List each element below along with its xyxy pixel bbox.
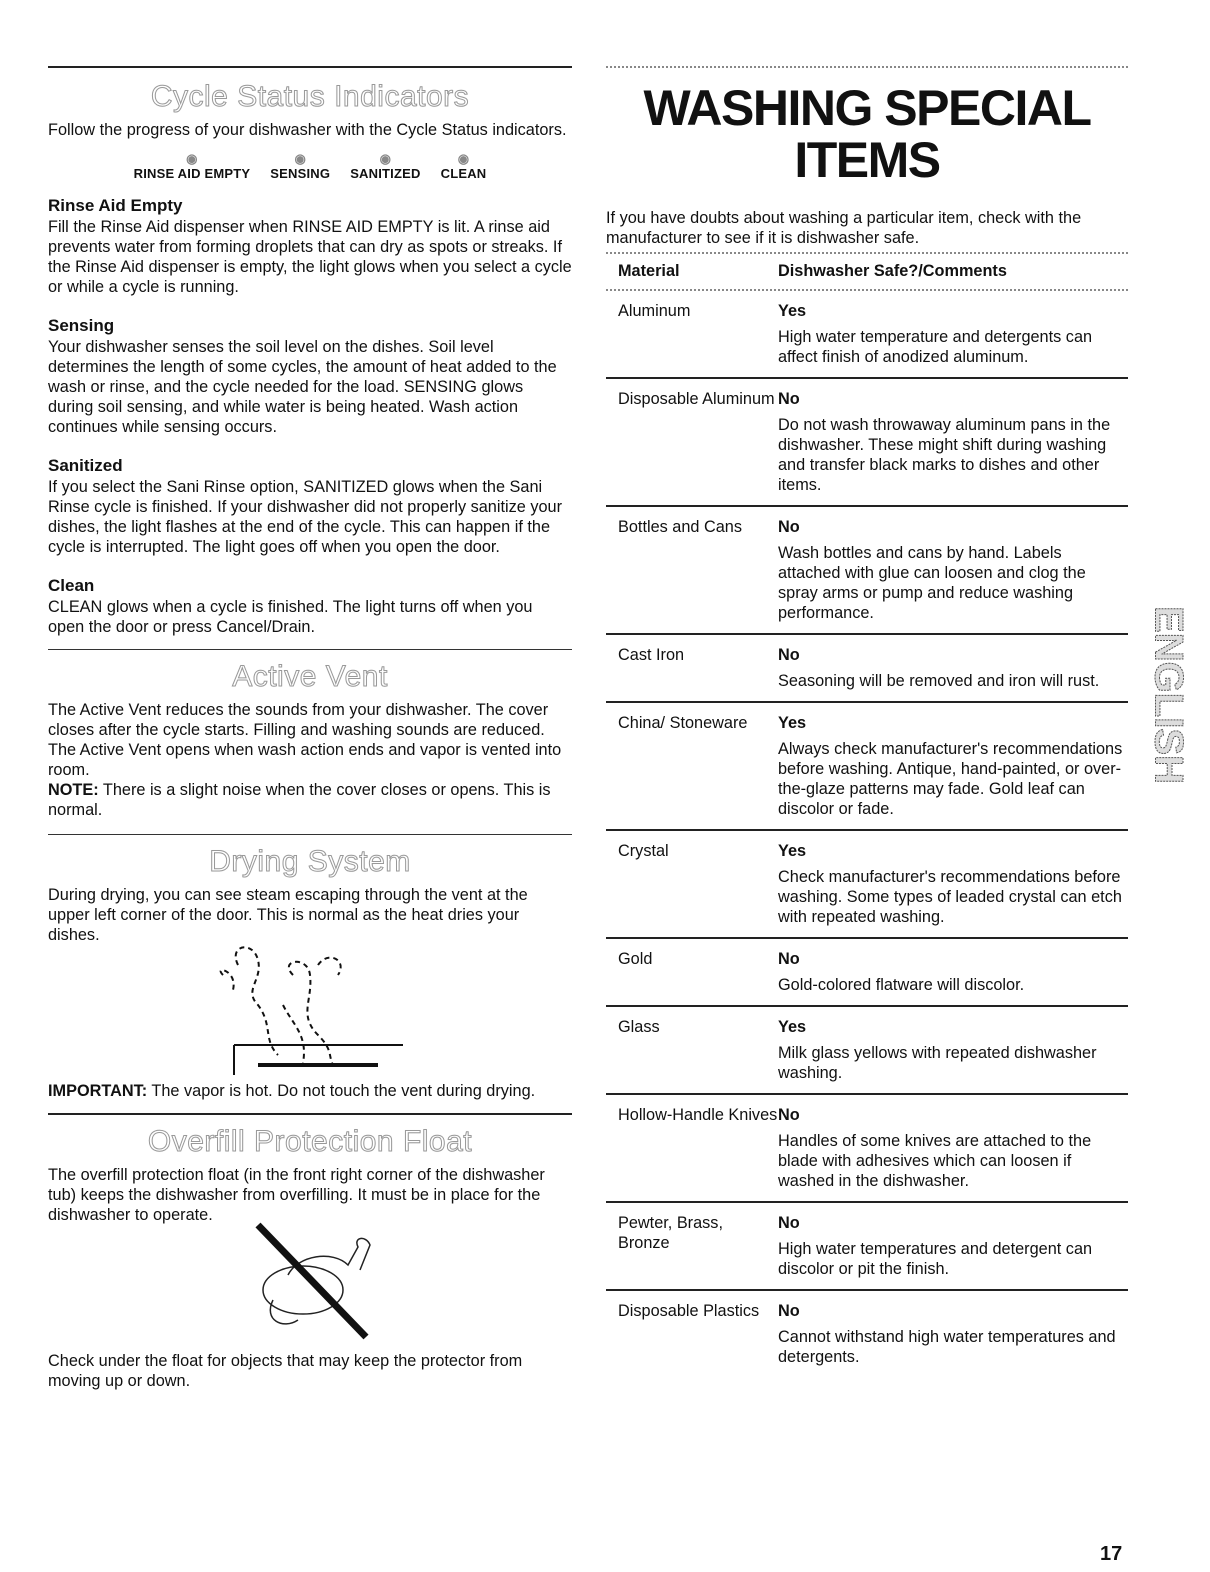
indicator-clean: ◉ CLEAN bbox=[440, 151, 487, 181]
indicator-light-icon: ◉ bbox=[457, 151, 470, 166]
overfill-text: The overfill protection float (in the front right corner of the dishwasher tub) keeps the dishwasher from overfilling. It must be in place for the dishwasher to operate. bbox=[48, 1166, 545, 1224]
table-row: Bottles and Cans No Wash bottles and cans by hand. Labels attached with glue can loosen and clog the spray arms or pump and reduce washing performance. bbox=[606, 507, 1128, 635]
header-material: Material bbox=[618, 262, 680, 280]
heading-sensing: Sensing bbox=[48, 316, 115, 335]
overfill-float-illustration bbox=[48, 1225, 572, 1343]
cycle-status-title: Cycle Status Indicators bbox=[150, 80, 470, 113]
indicator-sensing: ◉ SENSING bbox=[270, 151, 331, 181]
title-dotted-rule bbox=[606, 66, 1128, 68]
section-rule bbox=[48, 1113, 572, 1115]
active-vent-note: NOTE: There is a slight noise when the cover closes or opens. This is normal. bbox=[48, 781, 551, 819]
page-number: 17 bbox=[1100, 1543, 1123, 1565]
cycle-status-intro: Follow the progress of your dishwasher with the Cycle Status indicators. bbox=[48, 121, 567, 139]
right-column bbox=[606, 66, 1128, 1377]
indicator-light-icon: ◉ bbox=[379, 151, 392, 166]
steam-vent-illustration bbox=[48, 945, 572, 1075]
indicator-row bbox=[48, 152, 572, 181]
table-row: Gold No Gold-colored flatware will discolor. bbox=[606, 939, 1128, 1007]
text-rinse-aid-empty: Fill the Rinse Aid dispenser when RINSE AID EMPTY is lit. A rinse aid prevents water from forming droplets that can dry as spots or streaks. If the Rinse Aid dispenser is empty, the light glows when you select a cycle or while a cycle is running. bbox=[48, 218, 572, 296]
heading-rinse-aid-empty: Rinse Aid Empty bbox=[48, 196, 183, 215]
table-row: Pewter, Brass, Bronze No High water temperatures and detergent can discolor or pit the finish. bbox=[606, 1203, 1128, 1291]
special-items-table bbox=[606, 291, 1128, 1377]
header-comments: Dishwasher Safe?/Comments bbox=[778, 262, 1007, 280]
heading-clean: Clean bbox=[48, 576, 95, 595]
indicator-sanitized: ◉ SANITIZED bbox=[350, 151, 421, 181]
active-vent-title: Active Vent bbox=[232, 660, 388, 693]
indicator-rinse-aid-empty: ◉ RINSE AID EMPTY bbox=[133, 151, 251, 181]
table-row: Hollow-Handle Knives No Handles of some knives are attached to the blade with adhesives which can loosen if washed in the dishwasher. bbox=[606, 1095, 1128, 1203]
table-row: Disposable Plastics No Cannot withstand high water temperatures and detergents. bbox=[618, 1302, 1116, 1366]
special-items-intro: If you have doubts about washing a particular item, check with the manufacturer to see if it is dishwasher safe. bbox=[606, 209, 1082, 247]
table-row: Aluminum Yes High water temperature and detergents can affect finish of anodized aluminum. bbox=[606, 291, 1128, 379]
left-column bbox=[48, 66, 572, 1391]
page-title: WASHING SPECIAL ITEMS bbox=[643, 80, 1091, 188]
overfill-after-text: Check under the float for objects that may keep the protector from moving up or down. bbox=[48, 1352, 523, 1390]
drying-important: IMPORTANT: The vapor is hot. Do not touch the vent during drying. bbox=[48, 1082, 536, 1100]
table-row: Glass Yes Milk glass yellows with repeated dishwasher washing. bbox=[606, 1007, 1128, 1095]
table-row: Crystal Yes Check manufacturer's recommendations before washing. Some types of leaded crystal can etch with repeated washing. bbox=[606, 831, 1128, 939]
table-row: Cast Iron No Seasoning will be removed and iron will rust. bbox=[606, 635, 1128, 703]
text-sensing: Your dishwasher senses the soil level on the dishes. Soil level determines the length of some cycles, the amount of heat added to the wash or rinse, and the cycle needed for the load. SENSING glows during soil sensing, and while water is being heated. Wash action continues while sensing occurs. bbox=[48, 338, 557, 436]
active-vent-text: The Active Vent reduces the sounds from your dishwasher. The cover closes after the cycle starts. Filling and washing sounds are reduced. The Active Vent opens when wash action ends and vapor is vented into room. bbox=[48, 701, 562, 779]
language-side-tab bbox=[1146, 560, 1191, 830]
table-row: Disposable Aluminum No Do not wash throwaway aluminum pans in the dishwasher. These might shift during washing and transfer black marks to dishes and other items. bbox=[606, 379, 1128, 507]
heading-sanitized: Sanitized bbox=[48, 456, 123, 475]
svg-text:ENGLISH: ENGLISH bbox=[1146, 606, 1191, 784]
section-rule bbox=[48, 649, 572, 650]
drying-system-text: During drying, you can see steam escaping through the vent at the upper left corner of the door. This is normal as the heat dries your dishes. bbox=[48, 886, 528, 944]
section-rule bbox=[48, 66, 572, 68]
text-sanitized: If you select the Sani Rinse option, SANITIZED glows when the Sani Rinse cycle is finished. If your dishwasher did not properly sanitize your dishes, the light flashes at the end of the cycle. This can happen if the cycle is interrupted. The light goes off when you open the door. bbox=[48, 478, 563, 556]
drying-system-title: Drying System bbox=[209, 845, 411, 878]
table-row: China/ Stoneware Yes Always check manufacturer's recommendations before washing. Antique, hand-painted, or over-the-glaze patterns may fade. Gold leaf can discolor or fade. bbox=[606, 703, 1128, 831]
table-header bbox=[606, 254, 1128, 289]
overfill-title: Overfill Protection Float bbox=[147, 1125, 473, 1158]
text-clean: CLEAN glows when a cycle is finished. The light turns off when you open the door or press Cancel/Drain. bbox=[48, 598, 533, 636]
section-rule bbox=[48, 834, 572, 835]
indicator-light-icon: ◉ bbox=[186, 151, 198, 166]
indicator-light-icon: ◉ bbox=[294, 151, 306, 166]
